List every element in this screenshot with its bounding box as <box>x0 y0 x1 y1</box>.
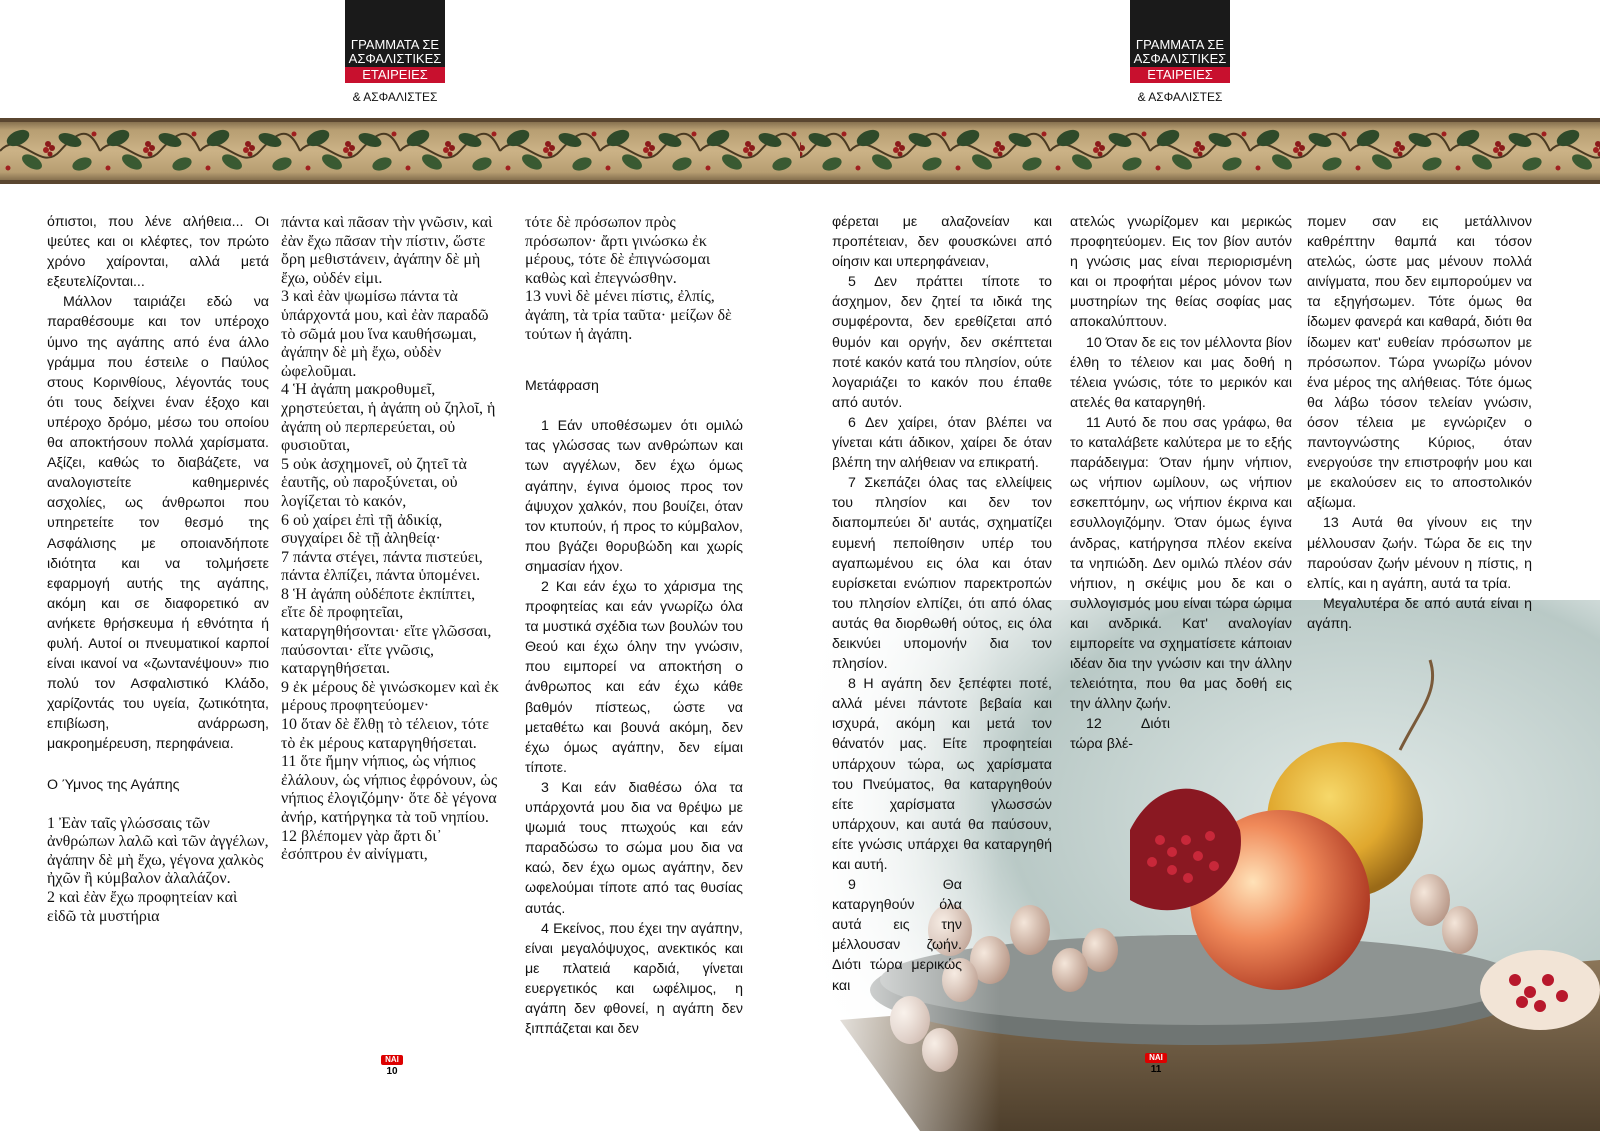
paragraph: 11 Αυτό δε που σας γράφω, θα το καταλάβετε καλύτερα με το εξής παράδειγμα: Όταν ήμην νήπιον, ως νήπιον ωμίλουν, ως νήπιον εσκεπτόμην, ως νήπιον έκρινα και εσυλλογιζόμην. Όταν όμως έγινα άνδρας, κατήργησα πλέον εκείνα τα νηπιώδη. Δεν ομιλώ πλέον σάν νήπιον, η σκέψις μου δε και ο συλλογισμός μου είναι τώρα ώριμα και ανδρικά. Κατ' αναλογίαν ειμπορείτε να σχηματίσετε κάποιαν ιδέαν δια την γνώσιν και την άλλην τελειότητα, που θα μας δοθή εις την άλλην ζωήν. <box>1070 414 1292 713</box>
paragraph: 9 Θα καταργηθούν όλα αυτά εις την μέλλουσαν ζωήν. Διότι τώρα μερικώς και <box>832 877 962 994</box>
greek-verse: 7 πάντα στέγει, πάντα πιστεύει, πάντα ἐλπίζει, πάντα ὑπομένει. <box>281 548 483 585</box>
paragraph: 4 Εκείνος, που έχει την αγάπην, είναι μεγαλόψυχος, ανεκτικός και με πλατειά καρδιά, γίνεται ευεργετικός και ωφέλιμος, η αγάπη δεν φθονεί, η αγάπη δεν ξιππάζεται και δεν <box>525 920 743 1038</box>
greek-verse: 10 ὅταν δὲ ἔλθῃ τὸ τέλειον, τότε τὸ ἐκ μέρους καταργηθήσεται. <box>281 716 489 752</box>
page-footer <box>381 1055 403 1077</box>
greek-verse: 12 βλέπομεν γὰρ ἄρτι δι᾽ ἐσόπτρου ἐν αἰνίγματι, <box>281 827 442 864</box>
paragraph: ατελώς γνωρίζομεν και μερικώς προφητεύομεν. Εις τον βίον αυτόν η γνώσις μας είναι περιορισμένη και οι προφήται μέρος μόνον των μυστηρίων της θείας σοφίας μας αποκαλύπτουν. <box>1070 214 1292 331</box>
magazine-logo: ΝΑΙ <box>381 1055 403 1065</box>
section-header <box>345 0 445 80</box>
paragraph: Μεγαλυτέρα δε από αυτά είναι η αγάπη. <box>1307 595 1532 632</box>
header-subtitle: & ΑΣΦΑΛΙΣΤΕΣ <box>352 90 438 104</box>
header-line-1: ΓΡΑΜΜΑΤΑ ΣΕ <box>1135 37 1225 52</box>
page-number: 11 <box>1150 1064 1162 1075</box>
greek-verse: 2 καὶ ἐὰν ἔχω προφητείαν καὶ εἰδῶ τὰ μυστήρια <box>47 889 238 925</box>
header-line-3: ΕΤΑΙΡΕΙΕΣ <box>1130 67 1230 83</box>
grapevine-banner-icon <box>800 118 1600 184</box>
greek-verse: 4 Ἡ ἀγάπη μακροθυμεῖ, χρηστεύεται, ἡ ἀγάπη οὐ ζηλοῖ, ἡ ἀγάπη οὐ περπερεύεται, οὐ φυσιοῦται, <box>281 381 496 455</box>
paragraph: 6 Δεν χαίρει, όταν βλέπει να γίνεται κάτι άδικον, χαίρει δε όταν βλέπη την αλήθειαν να επικρατή. <box>832 414 1052 472</box>
paragraph: 3 Και εάν διαθέσω όλα τα υπάρχοντά μου δια να θρέψω με ψωμιά τους πτωχούς και εάν παραδώσω το σώμα μου δια να καώ, δεν έχω ομως αγάπην, δεν ωφελούμαι τίποτε από τας θυσίας αυτάς. <box>525 779 743 917</box>
header-line-2: ΑΣΦΑΛΙΣΤΙΚΕΣ <box>1133 51 1227 66</box>
paragraph: 13 Αυτά θα γίνουν εις την μέλλουσαν ζωήν. Τώρα δε εις την παρούσαν ζωήν μένουν η πίστις, η ελπίς, και η αγάπη, αυτά τα τρία. <box>1307 515 1532 592</box>
paragraph: 1 Εάν υποθέσωμεν ότι ομιλώ τας γλώσσας των ανθρώπων και των αγγέλων, δεν έχω όμως αγάπην, έγινα όμοιος προς τον άψυχον χαλκόν, που βουίζει, όταν τον κτυπούν, ή προς το κύμβαλον, που βγάζει θορυβώδη και χωρίς σημασίαν ήχον. <box>525 418 743 575</box>
greek-verse: 11 ὅτε ἤμην νήπιος, ὡς νήπιος ἐλάλουν, ὡς νήπιος ἐφρόνουν, ὡς νήπιος ἐλογιζόμην· ὅτε δὲ γέγονα ἀνήρ, κατήργηκα τὰ τοῦ νηπίου. <box>281 753 498 826</box>
left-column-2 <box>281 214 501 865</box>
greek-verse: 6 οὐ χαίρει ἐπὶ τῇ ἀδικίᾳ, συγχαίρει δὲ τῇ ἀληθείᾳ· <box>281 511 443 548</box>
hymn-heading: Ο Ύμνος της Αγάπης <box>47 776 180 793</box>
paragraph: 12 Διότι τώρα βλέ- <box>1070 716 1170 753</box>
right-column-1 <box>832 212 1052 996</box>
grapevine-banner-icon <box>0 118 800 184</box>
greek-verse: 8 Ἡ ἀγάπη οὐδέποτε ἐκπίπτει, εἴτε δὲ προφητεῖαι, καταργηθήσονται· εἴτε γλῶσσαι, παύσονται· εἴτε γνῶσις, καταργηθήσεται. <box>281 585 492 678</box>
greek-verse: πάντα καὶ πᾶσαν τὴν γνῶσιν, καὶ ἐὰν ἔχω πᾶσαν τὴν πίστιν, ὥστε ὄρη μεθιστάνειν, ἀγάπην δὲ μὴ ἔχω, οὐδέν εἰμι. <box>281 214 493 287</box>
left-column-3 <box>525 214 743 1039</box>
paragraph: 2 Και εάν έχω το χάρισμα της προφητείας και εάν γνωρίζω όλα τα μυστικά σχέδια των βουλών του Θεού και έχω όλην την γνώσιν, που ειμπορεί να αποκτήση ο άνθρωπος και εάν έχω κάθε βαθμόν πίστεως, ώστε να μεταθέτω και βουνά ακόμη, δεν έχω όμως αγάπην, δεν είμαι τίποτε. <box>525 579 743 776</box>
paragraph: φέρεται με αλαζονείαν και προπέτειαν, δεν φουσκώνει από οίησιν και υπερηφάνειαν, <box>832 214 1052 271</box>
translation-heading: Μετάφραση <box>525 378 599 395</box>
greek-verse: τότε δὲ πρόσωπον πρὸς πρόσωπον· ἄρτι γινώσκω ἐκ μέρους, τότε δὲ ἐπιγνώσομαι καθὼς καὶ ἐπεγνώσθην. <box>525 214 711 287</box>
page-footer <box>1145 1053 1167 1075</box>
paragraph: όπιστοι, που λένε αλήθεια... Οι ψεύτες και οι κλέφτες, τον πρώτο χρόνο χαίρονται, αλλά μετά εξευτελίζονται... <box>47 214 269 291</box>
greek-verse: 9 ἐκ μέρους δὲ γινώσκομεν καὶ ἐκ μέρους προφητεύομεν· <box>281 678 499 715</box>
paragraph: 5 Δεν πράττει τίποτε το άσχημον, δεν ζητεί τα ιδικά της συμφέροντα, δεν ερεθίζεται από θυμόν και οργήν, δεν σκέπτεται ποτέ κακόν κατά του πλησίον, ούτε λογαριάζει το κακόν που έπαθε από αυτόν. <box>832 274 1052 411</box>
right-page <box>800 0 1600 1131</box>
greek-verse: 13 νυνὶ δὲ μένει πίστις, ἐλπίς, ἀγάπη, τὰ τρία ταῦτα· μείζων δὲ τούτων ἡ ἀγάπη. <box>525 288 732 343</box>
paragraph: πομεν σαν εις μετάλλινον καθρέπτην θαμπά και τόσον ατελώς, ώστε μας μένουν πολλά αινίγματα, που δεν ειμπορούμεν να τα εξηγήσωμεν. Τότε όμως θα ίδωμεν φανερά και καθαρά, διότι θα ίδωμεν κατ' ευθείαν πρόσωπον με πρόσωπον. Τώρα γνωρίζω μόνον ένα μέρος της αλήθειας. Τότε όμως θα λάβω τόσον τελείαν γνώσιν, όσον τέλεια με εγνώριζεν ο παντογνώστης Κύριος, όταν ενεργούσε την επιστροφήν μου και με εκαλούσεν εις το αποστολικόν αξίωμα. <box>1307 214 1532 512</box>
section-header <box>1130 0 1230 80</box>
header-line-1: ΓΡΑΜΜΑΤΑ ΣΕ <box>350 37 440 52</box>
right-column-3 <box>1307 212 1532 634</box>
paragraph: 10 Όταν δε εις τον μέλλοντα βίον έλθη το τέλειον και μας δοθή η τέλεια γνώσις, τότε το μερικόν και ατελές θα καταργηθή. <box>1070 334 1292 411</box>
paragraph: 8 Η αγάπη δεν ξεπέφτει ποτέ, αλλά μένει πάντοτε βεβαία και ισχυρά, ακόμη και μετά τον θάνατόν μας. Είτε προφητείαι υπάρχουν τώρα, ως χαρίσματα του Πνεύματος, θα καταργηθούν είτε χαρίσματα γλωσσών υπάρχουν, και αυτά θα παύσουν, είτε γνώσις υπάρχει θα καταργηθή και αυτή. <box>832 676 1052 873</box>
magazine-logo: ΝΑΙ <box>1145 1053 1167 1063</box>
paragraph: 7 Σκεπάζει όλας τας ελλείψεις του πλησίον και δεν τον διαπομπεύει δι' αυτάς, σχηματίζει ευμενή πεποίθησιν υπέρ του αγαπωμένου εις όλα και όταν ευρίσκεται ενώπιον παρεκτροπών του πλησίον ελπίζει, ότι από όλας αυτάς θα διορθωθή ούτος, εις όλα δεικνύει υπομονήν δια τον πλησίον. <box>832 475 1052 673</box>
header-line-3: ΕΤΑΙΡΕΙΕΣ <box>345 67 445 83</box>
left-column-1 <box>47 212 269 926</box>
header-subtitle: & ΑΣΦΑΛΙΣΤΕΣ <box>1137 90 1223 104</box>
paragraph: Μάλλον ταιριάζει εδώ να παραθέσουμε και τον υπέροχο ύμνο της αγάπης από ένα άλλο γράμμα που έστειλε ο Παύλος στους Κορινθίους, λέγοντάς τους ότι τους δείχνει έναν έξοχο και υπέροχο δρόμο, μέσω του οποίου θα αποκτήσουν πολλά χαρίσματα. Αξίζει, καθώς το διαβάζετε, να αναλογιστείτε καθημερινές ασχολίες, ως άνθρωποι που υπηρετείτε τον θεσμό της Ασφάλισης με οποιανδήποτε ιδιότητα και να τολμήσετε εφαρμογή αυτής της αγάπης, ακόμη και σε διαφορετικό αν ανήκετε θρήσκευμα ή εθνότητα ή φυλή. Αυτοί οι πνευματικοί καρποί είναι ικανοί να «ζωντανέψουν» πιο πολύ τον Ασφαλιστικό Κλάδο, χαρίζοντάς του υγεία, ζωτικότητα, επιβίωση, ανάρρωση, μακροημέρευση, περηφάνεια. <box>47 294 269 753</box>
header-line-2: ΑΣΦΑΛΙΣΤΙΚΕΣ <box>348 51 442 66</box>
greek-verse: 1 Ἐὰν ταῖς γλώσσαις τῶν ἀνθρώπων λαλῶ καὶ τῶν ἀγγέλων, ἀγάπην δὲ μὴ ἔχω, γέγονα χαλκὸς ἠχῶν ἢ κύμβαλον ἀλαλάζον. <box>47 814 269 888</box>
page-number: 10 <box>386 1066 398 1077</box>
right-column-2 <box>1070 212 1292 755</box>
greek-verse: 5 οὐκ ἀσχημονεῖ, οὐ ζητεῖ τὰ ἑαυτῆς, οὐ παροξύνεται, οὐ λογίζεται τὸ κακόν, <box>281 455 467 510</box>
greek-verse: 3 καὶ ἐὰν ψωμίσω πάντα τὰ ὑπάρχοντά μου, καὶ ἐὰν παραδῶ τὸ σῶμά μου ἵνα καυθήσωμαι, ἀγάπην δὲ μὴ ἔχω, οὐδὲν ὠφελοῦμαι. <box>281 288 489 380</box>
